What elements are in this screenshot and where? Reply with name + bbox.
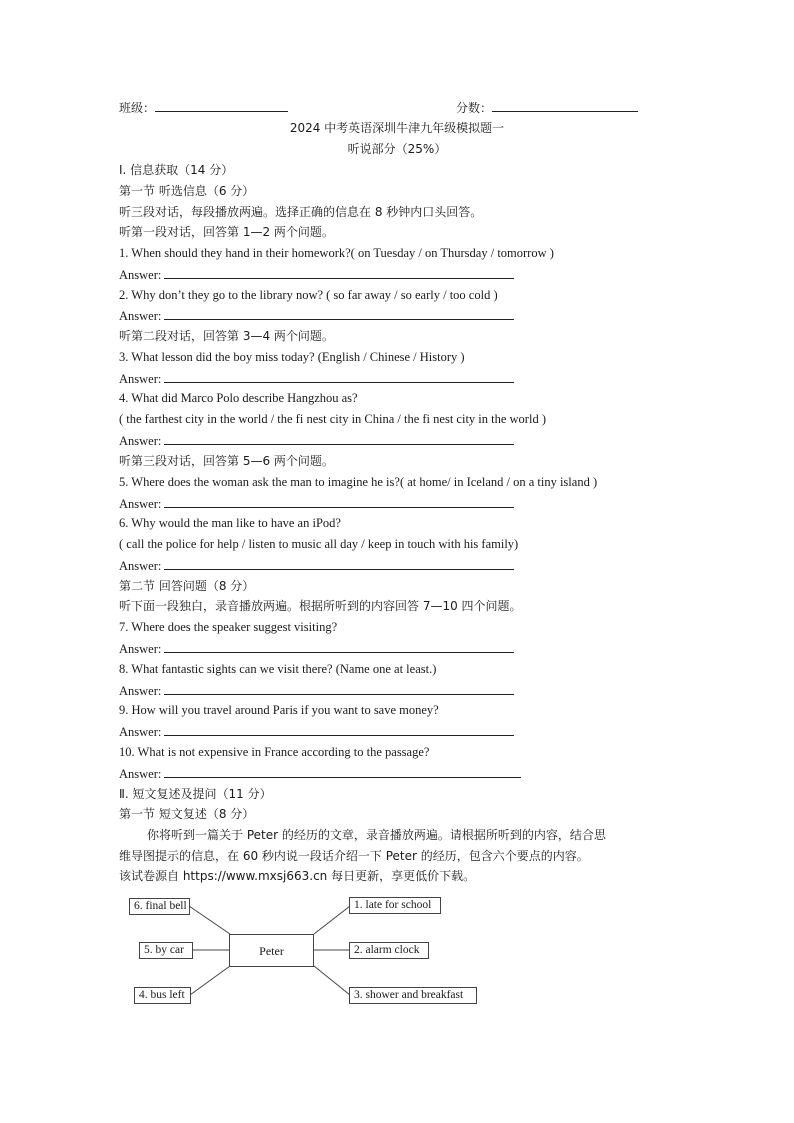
question-1: 1. When should they hand in their homework?( on Tuesday / on Thursday / tomorrow ) xyxy=(119,246,554,260)
question-2: 2. Why don’t they go to the library now? ( so far away / so early / too cold ) xyxy=(119,288,498,302)
dialog1-intro: 听第一段对话，回答第 1—2 两个问题。 xyxy=(119,225,334,239)
section1-heading: 第一节 听选信息（6 分） xyxy=(119,184,255,198)
page-title: 2024 中考英语深圳牛津九年级模拟题一 xyxy=(289,121,505,135)
question-7: 7. Where does the speaker suggest visiting? xyxy=(119,620,338,634)
answer-label: Answer: xyxy=(119,309,162,323)
connector-line xyxy=(314,906,350,934)
answer-label: Answer: xyxy=(119,268,162,282)
answer-label: Answer: xyxy=(119,684,162,698)
answer-label: Answer: xyxy=(119,434,162,448)
connector-line xyxy=(190,966,230,995)
section2-heading: 第二节 回答问题（8 分） xyxy=(119,579,255,593)
answer-label: Answer: xyxy=(119,372,162,386)
section2-instruction: 听下面一段独白，录音播放两遍。根据所听到的内容回答 7—10 四个问题。 xyxy=(119,599,522,613)
question-10: 10. What is not expensive in France according to the passage? xyxy=(119,745,430,759)
mindmap-node-alarm-clock: 2. alarm clock xyxy=(349,942,429,959)
part2-section1-heading: 第一节 短文复述（8 分） xyxy=(119,807,255,821)
dialog3-intro: 听第三段对话，回答第 5—6 两个问题。 xyxy=(119,454,334,468)
part1-heading: Ⅰ. 信息获取（14 分） xyxy=(119,163,234,177)
section1-instruction: 听三段对话，每段播放两遍。选择正确的信息在 8 秒钟内口头回答。 xyxy=(119,205,483,219)
question-4: 4. What did Marco Polo describe Hangzhou as? xyxy=(119,391,358,405)
question-6-options: ( call the police for help / listen to music all day / keep in touch with his family) xyxy=(119,537,519,551)
dialog2-intro: 听第二段对话，回答第 3—4 两个问题。 xyxy=(119,329,334,343)
question-6: 6. Why would the man like to have an iPod? xyxy=(119,516,341,530)
mindmap-node-late-for-school: 1. late for school xyxy=(349,897,441,914)
mindmap-node-final-bell: 6. final bell xyxy=(129,898,190,915)
mindmap-center-node: Peter xyxy=(229,934,314,967)
mindmap-node-shower-breakfast: 3. shower and breakfast xyxy=(349,987,477,1004)
score-label: 分数： xyxy=(456,101,493,115)
question-5: 5. Where does the woman ask the man to imagine he is?( at home/ in Iceland / on a tiny island ) xyxy=(119,475,598,489)
part2-heading: Ⅱ. 短文复述及提问（11 分） xyxy=(119,787,272,801)
connector-line xyxy=(189,906,230,934)
mindmap-node-bus-left: 4. bus left xyxy=(134,987,191,1004)
source-note: 该试卷源自 https://www.mxsj663.cn 每日更新，享更低价下载。 xyxy=(119,869,476,883)
class-label: 班级： xyxy=(119,101,156,115)
answer-label: Answer: xyxy=(119,559,162,573)
retell-instruction-line2: 维导图提示的信息，在 60 秒内说一段话介绍一下 Peter 的经历，包含六个要点的内容。 xyxy=(119,849,589,863)
answer-label: Answer: xyxy=(119,642,162,656)
connector-line xyxy=(314,966,350,995)
answer-label: Answer: xyxy=(119,767,162,781)
question-3: 3. What lesson did the boy miss today? (English / Chinese / History ) xyxy=(119,350,465,364)
mindmap-node-by-car: 5. by car xyxy=(139,942,193,959)
answer-label: Answer: xyxy=(119,725,162,739)
retell-instruction-line1: 你将听到一篇关于 Peter 的经历的文章，录音播放两遍。请根据所听到的内容，结合思 xyxy=(147,828,606,842)
question-4-options: ( the farthest city in the world / the fi nest city in China / the fi nest city in the world ) xyxy=(119,412,546,426)
question-9: 9. How will you travel around Paris if you want to save money? xyxy=(119,703,439,717)
page-subtitle: 听说部分（25%） xyxy=(347,142,447,156)
question-8: 8. What fantastic sights can we visit there? (Name one at least.) xyxy=(119,662,437,676)
answer-label: Answer: xyxy=(119,497,162,511)
